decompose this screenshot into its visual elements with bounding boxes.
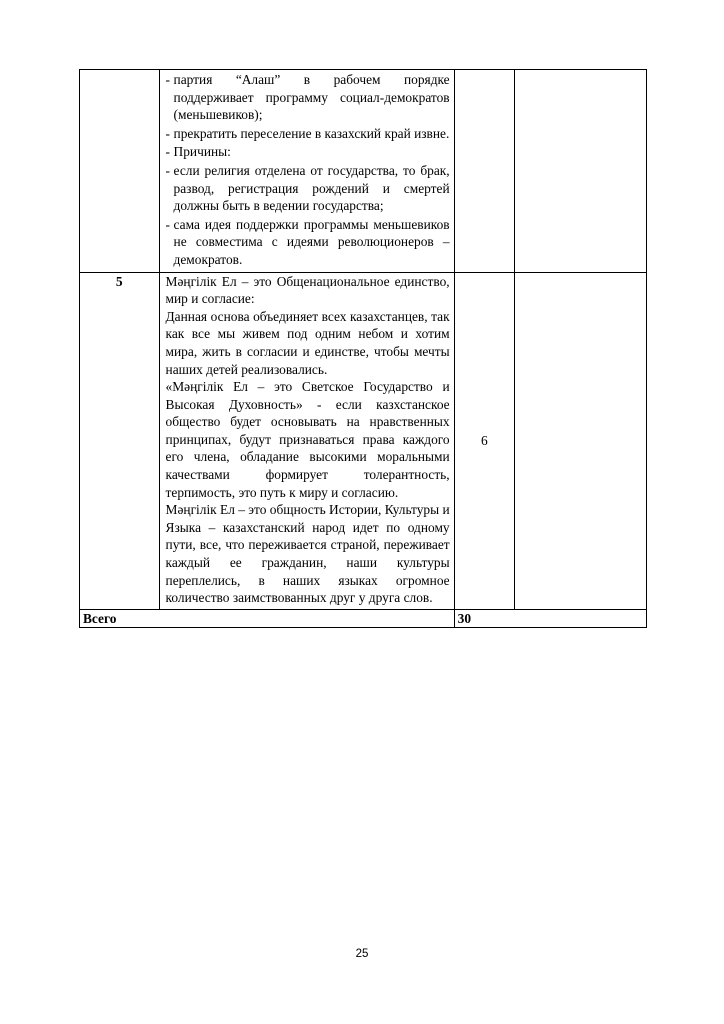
number-cell	[80, 70, 160, 273]
answer-paragraph: Мәңгілік Ел – это Общенациональное единство, мир и согласие:	[165, 273, 450, 307]
list-item: - партия “Алаш” в рабочем порядке поддерживает программу социал-демократов (меньшевиков);	[165, 72, 450, 123]
answer-cell	[159, 272, 454, 609]
answer-paragraph: «Мәңгілік Ел – это Светское Государство и Высокая Духовность» - если казхстанское общество будет основывать на нравственных принципах, будут признаваться права каждого его члена, обладание высокими моральными качествами формирует толерантность, терпимость, это путь к миру и согласию.	[165, 379, 450, 500]
table-row-5	[80, 272, 647, 609]
notes-cell	[515, 70, 647, 273]
total-label: Всего	[80, 609, 455, 628]
table-row-continuation	[80, 70, 647, 273]
answer-paragraph: Мәңгілік Ел – это общность Истории, Культуры и Языка – казахстанский народ идет по одному пути, все, что переживается страной, переживает каждый ее гражданин, наши культуры переплелись, в наших языках огромное количество заимствованных друг у друга слов.	[165, 502, 450, 606]
list-item: - Причины:	[165, 144, 231, 160]
total-row	[80, 609, 647, 628]
notes-cell	[515, 272, 647, 609]
answer-cell	[159, 70, 454, 273]
page-number: 25	[355, 948, 369, 960]
score-cell	[454, 70, 514, 273]
answer-paragraph: Данная основа объединяет всех казахстанцев, так как все мы живем под одним небом и хотим мира, жить в согласии и единстве, чтобы мечты наших детей реализовались.	[165, 308, 450, 377]
list-item: - если религия отделена от государства, то брак, развод, регистрация рождений и смертей должны быть в ведении государства;	[165, 162, 450, 214]
total-score: 30	[454, 609, 646, 628]
list-item: - прекратить переселение в казахский край извне.	[165, 125, 450, 141]
score-value: 6	[454, 272, 514, 609]
row-number: 5	[80, 272, 160, 609]
list-item: - сама идея поддержки программы меньшевиков не совместима с идеями революционеров – демократов.	[165, 216, 450, 267]
answer-table	[79, 69, 647, 628]
